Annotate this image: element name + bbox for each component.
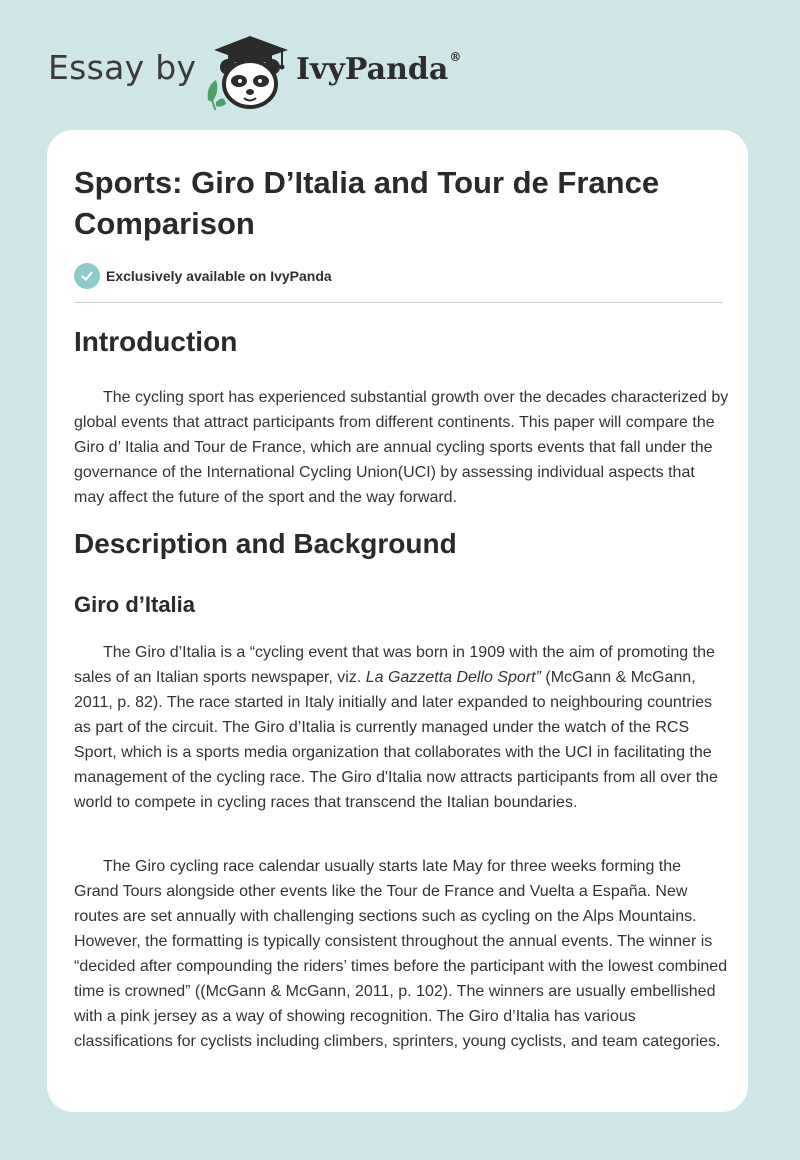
- ivypanda-logo-icon[interactable]: [202, 34, 294, 110]
- brand-name[interactable]: [296, 52, 461, 87]
- giro-paragraph-1-text-b: (McGann & McGann, 2011, p. 82). The race started in Italy initially and later expanded to neighbouring countries as part of the circuit. The Giro d’Italia is currently managed under the watch of the RCS Sport, which is a sports media organization that collaborates with the UCI in facilitating the management of the cycling race. The Giro d'Italia now attracts participants from all over the world to compete in cycling races that transcend the Italian boundaries.: [74, 669, 718, 811]
- article-card: [47, 130, 748, 1112]
- giro-paragraph-1-text-a: The Giro d’Italia is a “cycling event that was born in 1909 with the aim of promoting the sales of an Italian sports newspaper, viz.: [74, 644, 715, 686]
- introduction-paragraph: The cycling sport has experienced substantial growth over the decades characterized by global events that attract participants from different continents. This paper will compare the Giro d’ Italia and Tour de France, which are annual cycling sports events that fall under the governance of the International Cycling Union(UCI) by assessing individual aspects that may affect the future of the sport and the way forward.: [74, 389, 729, 506]
- giro-paragraph-2: The Giro cycling race calendar usually starts late May for three weeks forming the Grand Tours alongside other events like the Tour de France and Vuelta a España. New routes are set annually with challenging sections such as cycling on the Alps Mountains. However, the formatting is typically consistent throughout the annual events. The winner is “decided after compounding the riders’ times before the participant with the lowest combined time is crowned” ((McGann & McGann, 2011, p. 102). The winners are usually embellished with a pink jersey as a way of showing recognition. The Giro d’Italia has various classifications for cyclists including climbers, sprinters, young cyclists, and team categories.: [74, 858, 728, 1050]
- site-header: [0, 0, 800, 130]
- essay-by-label: Essay by: [48, 48, 197, 87]
- giro-italia-heading: Giro d’Italia: [74, 592, 196, 617]
- title-divider: [74, 302, 723, 303]
- registered-mark: ®: [449, 50, 462, 64]
- giro-paragraph-1: [74, 640, 729, 815]
- introduction-heading: Introduction: [74, 326, 238, 357]
- newspaper-title: La Gazzetta Dello Sport”: [365, 669, 541, 686]
- exclusive-badge: [74, 263, 332, 289]
- brand-label: IvyPanda: [296, 52, 449, 87]
- exclusive-badge-text: Exclusively available on IvyPanda: [106, 268, 332, 284]
- description-background-heading: Description and Background: [74, 528, 457, 559]
- article-title: Sports: Giro D’Italia and Tour de France Comparison: [74, 165, 660, 241]
- check-icon: [74, 263, 100, 289]
